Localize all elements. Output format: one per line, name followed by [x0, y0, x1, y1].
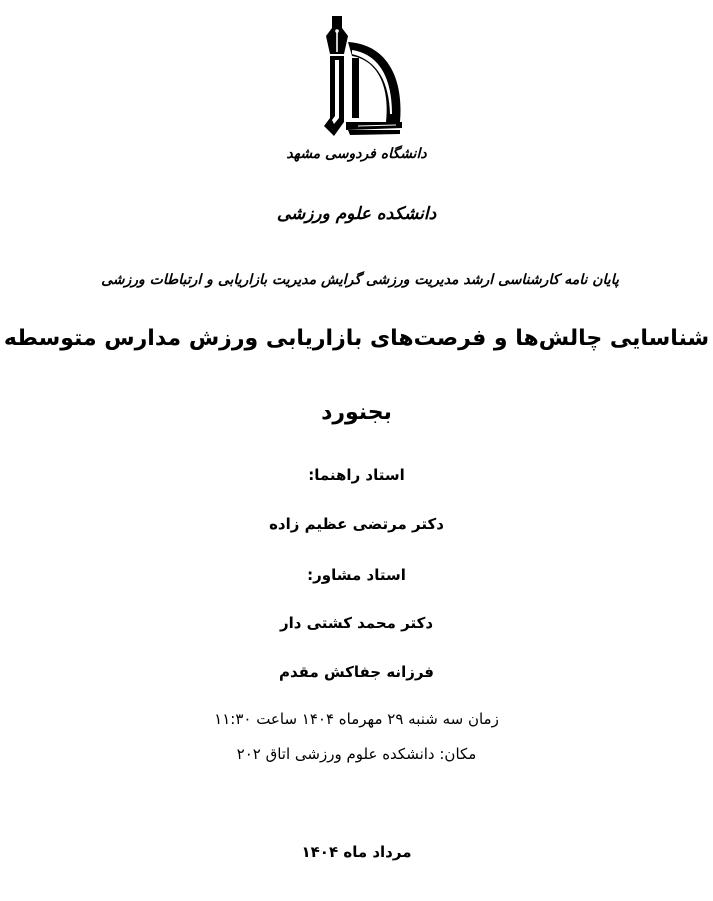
faculty-name: دانشکده علوم ورزشی: [276, 204, 437, 224]
university-name: دانشگاه فردوسی مشهد: [286, 146, 427, 162]
consultant-name: دکتر محمد کشتی دار: [279, 614, 434, 632]
advisor-name: دکتر مرتضی عظیم زاده: [269, 515, 444, 533]
student-name: فرزانه جفاکش مقدم: [278, 663, 434, 681]
thesis-title-line-1: شناسایی چالش‌ها و فرصت‌های بازاریابی ورزش مدارس متوسطه: [3, 326, 710, 351]
consultant-label: استاد مشاور:: [307, 566, 406, 584]
thesis-title-line-2: بجنورد: [321, 400, 392, 425]
thesis-type-line: پایان نامه کارشناسی ارشد مدیریت ورزشی گرایش مدیریت بازاریابی و ارتباطات ورزشی: [101, 272, 619, 288]
defense-time: زمان سه شنبه ۲۹ مهرماه ۱۴۰۴ ساعت ۱۱:۳۰: [214, 710, 499, 728]
defense-place: مکان: دانشکده علوم ورزشی اتاق ۲۰۲: [236, 745, 477, 763]
thesis-date: مرداد ماه ۱۴۰۴: [301, 843, 412, 861]
advisor-label: استاد راهنما:: [308, 466, 405, 484]
